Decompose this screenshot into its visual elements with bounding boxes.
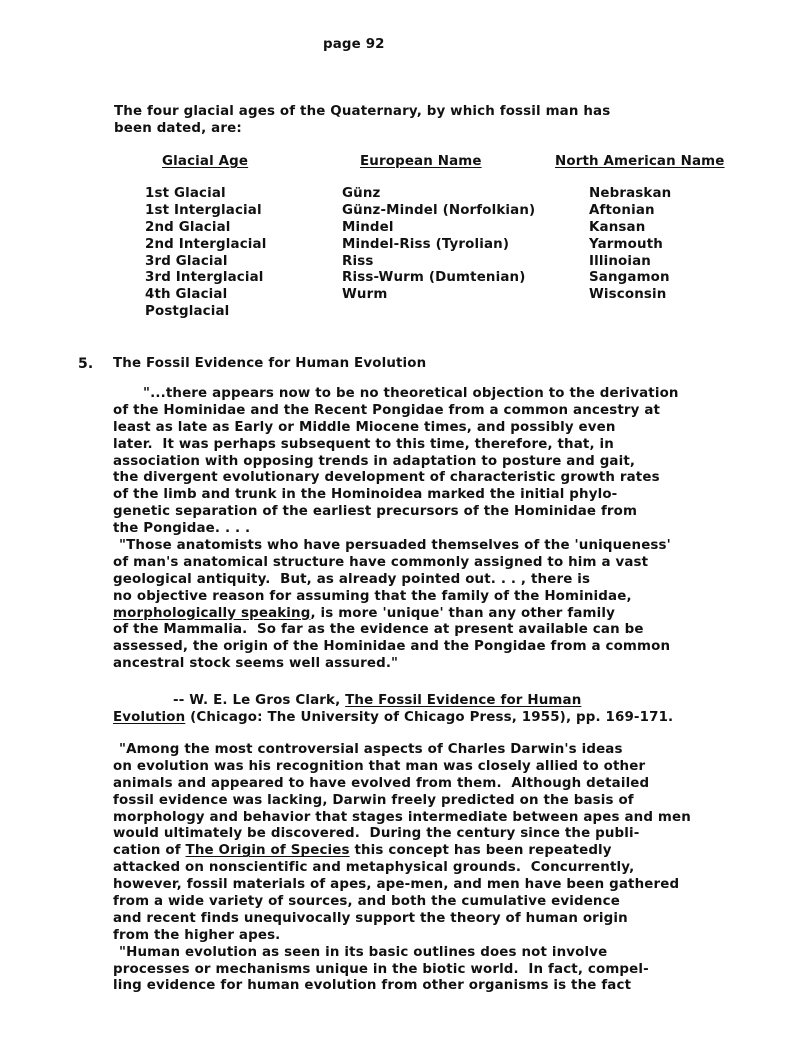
citation-author: -- W. E. Le Gros Clark, — [173, 693, 346, 708]
table-cell: Günz — [342, 186, 381, 201]
section-number: 5. — [78, 356, 94, 372]
quote-line: morphology and behavior that stages intermediate between apes and men — [113, 809, 691, 825]
citation-line-2 — [113, 710, 673, 726]
table-cell: Sangamon — [589, 270, 670, 286]
table-cell: Yarmouth — [589, 236, 663, 252]
citation-title-cont: Evolution — [113, 710, 186, 725]
table-cell: Aftonian — [589, 202, 655, 218]
citation-pages: , pp. 169-171. — [565, 710, 674, 725]
quote-line: "Among the most controversial aspects of Charles Darwin's ideas — [119, 742, 623, 757]
table-cell: Kansan — [589, 219, 646, 235]
header-european-name: European Name — [360, 154, 482, 169]
intro-line: been dated, are: — [114, 120, 242, 136]
table-cell: Nebraskan — [589, 186, 672, 201]
quote-line: later. It was perhaps subsequent to this time, therefore, that, in — [113, 436, 614, 452]
table-cell: 2nd Interglacial — [145, 236, 267, 252]
north-american-name-column — [589, 186, 671, 304]
quote-line: however, fossil materials of apes, ape-men, and men have been gathered — [113, 877, 680, 893]
underlined-title: The Origin of Species — [185, 843, 350, 859]
table-cell: 4th Glacial — [145, 287, 228, 303]
quote-line: the divergent evolutionary development of characteristic growth rates — [113, 470, 660, 486]
citation-line-1 — [173, 693, 581, 709]
quote-line: animals and appeared to have evolved from them. Although detailed — [113, 775, 650, 791]
quote-line: on evolution was his recognition that man was closely allied to other — [113, 758, 646, 774]
table-cell: Mindel — [342, 219, 394, 235]
quote-line: processes or mechanisms unique in the biotic world. In fact, compel- — [113, 961, 649, 977]
quote-line: "...there appears now to be no theoretical objection to the derivation — [143, 386, 679, 401]
quote-line: association with opposing trends in adaptation to posture and gait, — [113, 453, 636, 469]
table-cell: 1st Interglacial — [145, 202, 262, 218]
table-cell: Illinoian — [589, 253, 651, 269]
quote-line-rest: this concept has been repeatedly — [349, 843, 612, 859]
quote-darwin-evolution — [113, 742, 691, 995]
glacial-age-column — [145, 186, 266, 321]
quote-line: attacked on nonscientific and metaphysical grounds. Concurrently, — [113, 860, 635, 876]
quote-line — [113, 606, 679, 623]
intro-paragraph — [114, 104, 610, 138]
intro-line: The four glacial ages of the Quaternary, by which fossil man has — [114, 104, 611, 119]
table-cell: Riss — [342, 253, 374, 269]
table-cell: 1st Glacial — [145, 186, 226, 201]
quote-line: fossil evidence was lacking, Darwin freely predicted on the basis of — [113, 792, 634, 808]
quote-line: ancestral stock seems well assured." — [113, 656, 399, 672]
quote-line: "Human evolution as seen in its basic outlines does not involve — [119, 944, 608, 960]
citation-publisher: (Chicago: The University of Chicago Press, 1955) — [185, 710, 566, 725]
underlined-phrase: morphologically speaking — [113, 605, 311, 621]
quote-line: "Those anatomists who have persuaded themselves of the 'uniqueness' — [119, 538, 671, 554]
quote-le-gros-clark — [113, 386, 679, 673]
table-cell: Riss-Wurm (Dumtenian) — [342, 270, 526, 286]
table-cell: Günz-Mindel (Norfolkian) — [342, 202, 536, 218]
quote-line-prefix: cation of — [113, 843, 186, 859]
european-name-column — [342, 186, 535, 304]
table-cell: Mindel-Riss (Tyrolian) — [342, 236, 510, 252]
page-number: page 92 — [323, 37, 385, 52]
table-cell: Wurm — [342, 287, 388, 303]
quote-line: assessed, the origin of the Hominidae and the Pongidae from a common — [113, 639, 671, 655]
table-cell: 3rd Interglacial — [145, 270, 264, 286]
quote-line: would ultimately be discovered. During the century since the publi- — [113, 826, 640, 842]
quote-line: of the Mammalia. So far as the evidence at present available can be — [113, 622, 644, 638]
quote-line-rest: , is more 'unique' than any other family — [310, 605, 616, 621]
quote-line: geological antiquity. But, as already pointed out. . . , there is — [113, 571, 591, 587]
quote-line: no objective reason for assuming that the family of the Hominidae, — [113, 588, 632, 604]
quote-line — [113, 843, 691, 860]
table-cell: Wisconsin — [589, 287, 667, 303]
quote-line: ling evidence for human evolution from other organisms is the fact — [113, 978, 632, 994]
header-glacial-age: Glacial Age — [162, 154, 249, 169]
quote-line: genetic separation of the earliest precursors of the Hominidae from — [113, 504, 638, 520]
table-cell: Postglacial — [145, 304, 230, 320]
table-cell: 3rd Glacial — [145, 253, 228, 269]
table-cell: 2nd Glacial — [145, 219, 231, 235]
header-north-american-name: North American Name — [555, 154, 725, 169]
citation-title: The Fossil Evidence for Human — [345, 693, 582, 708]
quote-line: of the Hominidae and the Recent Pongidae from a common ancestry at — [113, 402, 661, 418]
section-title: The Fossil Evidence for Human Evolution — [113, 356, 427, 371]
quote-line: of man's anatomical structure have commonly assigned to him a vast — [113, 554, 649, 570]
quote-line: of the limb and trunk in the Hominoidea marked the initial phylo- — [113, 487, 618, 503]
quote-line: from a wide variety of sources, and both the cumulative evidence — [113, 894, 620, 910]
quote-line: and recent finds unequivocally support the theory of human origin — [113, 910, 628, 926]
quote-line: from the higher apes. — [113, 927, 281, 943]
quote-line: the Pongidae. . . . — [113, 521, 251, 537]
quote-line: least as late as Early or Middle Miocene times, and possibly even — [113, 419, 616, 435]
